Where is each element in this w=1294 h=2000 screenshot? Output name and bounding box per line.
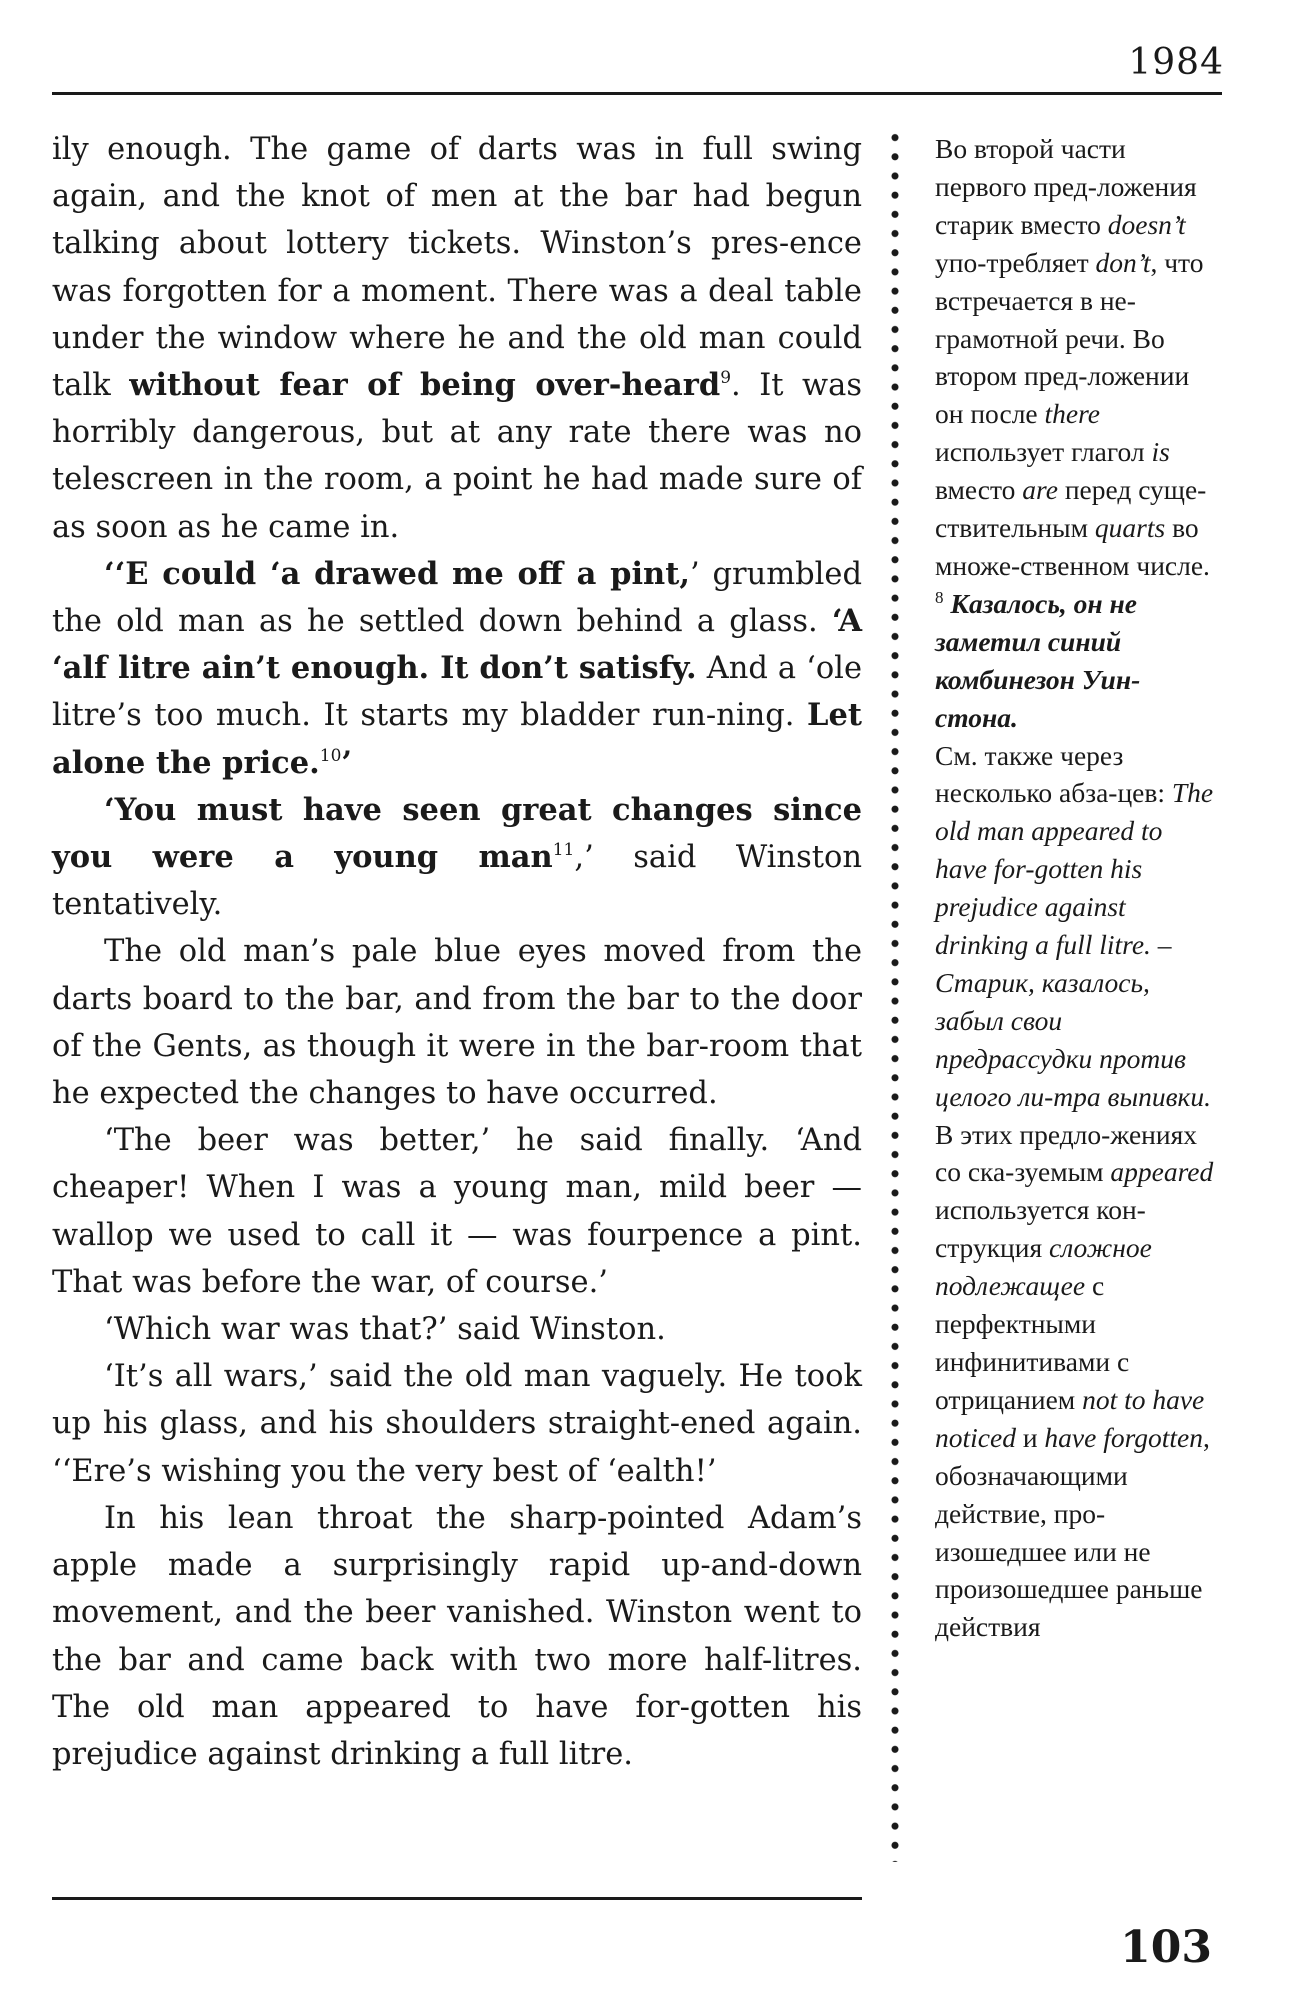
text-run: not to have noticed — [935, 1383, 1205, 1453]
paragraph — [52, 1117, 862, 1306]
text-run: ‘The beer was better,’ he said finally. ‘And cheaper! When I was a young man, mild beer — wallop we used to call it — was fourpence a pint. That was before the war, of course.’ — [52, 1123, 862, 1300]
footnote-marker: 11 — [552, 840, 575, 861]
text-run: In his lean throat the sharp-pointed Adam’s apple made a surprisingly rapid up-and-down movement, and the beer vanished. Winston went to the bar and came back with two more half-litres. The old man appeared to have for-gotten his prejudice against drinking a full litre. — [52, 1500, 862, 1772]
text-run: doesn’t — [1107, 208, 1186, 240]
text-run: The old man appeared to have for-gotten his prejudice against drinking a full litre. – Старик, казалось, забыл свои предрассудки против целого ли-тра выпивки. — [935, 777, 1214, 1112]
text-run: , обозначающими действие, про-изошедшее или не произошедшее раньше действия — [935, 1421, 1210, 1643]
text-run: во множе-ственном числе. — [935, 512, 1210, 581]
text-run: , что встречается в не-грамотной речи. Во втором пред-ложении он после — [935, 246, 1204, 430]
text-run: The old man’s pale blue eyes moved from the darts board to the bar, and from the bar to the door of the Gents, as though it were in the bar-room that he expected the changes to have occurred. — [52, 934, 862, 1112]
text-run: ‘‘E could ‘a drawed me off a pint, — [104, 555, 690, 592]
running-head: 1984 — [1128, 42, 1224, 83]
text-run: don’t — [1095, 246, 1151, 278]
text-run: appeared — [1110, 1156, 1214, 1188]
text-run: ‘Which war was that?’ said Winston. — [104, 1312, 666, 1348]
text-run: And a ‘ole litre’s too much. It starts my bladder run-ning. — [52, 651, 862, 734]
margin-note — [935, 1116, 1220, 1647]
text-run: упо-требляет — [935, 246, 1096, 278]
text-run: Let alone the price. — [52, 697, 862, 781]
text-run: В этих предло-жениях со ска-зуемым — [935, 1118, 1197, 1188]
margin-notes-column — [935, 130, 1220, 1646]
margin-note — [935, 585, 1220, 737]
text-run: сложное подлежащее — [935, 1232, 1152, 1302]
text-run: ’ grumbled the old man as he settled down behind a glass. — [52, 556, 862, 640]
text-run: с перфектными инфинитивами с отрицанием — [935, 1270, 1130, 1415]
text-run: Во второй части первого пред-ложения старик вместо — [935, 133, 1197, 240]
paragraph — [52, 1306, 862, 1353]
text-run: without fear of being over-heard — [129, 367, 721, 404]
text-run: ‘It’s all wars,’ said the old man vaguely. He took up his glass, and his shoulders straight-ened again. ‘‘Ere’s wishing you the very best of ‘ealth!’ — [52, 1359, 862, 1489]
text-run: ,’ said Winston tentatively. — [52, 840, 862, 923]
text-run: перед суще-ствительным — [935, 474, 1207, 544]
text-run: there — [1044, 398, 1100, 430]
paragraph — [52, 787, 862, 929]
paragraph — [52, 1353, 862, 1495]
text-run: have forgotten — [1044, 1421, 1204, 1453]
footnote-marker: 9 — [720, 368, 732, 389]
text-run: и — [1015, 1421, 1045, 1453]
text-run: is — [1151, 436, 1170, 468]
text-run: использует глагол — [935, 436, 1152, 468]
text-run: . It was horribly dangerous, but at any rate there was no telescreen in the room, a point he had made sure of as soon as he came in. — [52, 368, 862, 545]
page-number: 103 — [1120, 1922, 1212, 1973]
text-run: См. также через несколько абза-цев: — [935, 739, 1172, 809]
footnote-marker: 10 — [319, 745, 342, 766]
paragraph — [52, 126, 862, 551]
footnote-marker: 8 — [935, 587, 944, 607]
text-run: are — [1022, 474, 1058, 506]
main-text-column — [52, 126, 862, 1778]
header-rule — [52, 92, 1222, 95]
text-run: ‘You must have seen great changes since you were a young man — [52, 791, 862, 876]
footer-rule — [52, 1897, 862, 1900]
text-run: ily enough. The game of darts was in full swing again, and the knot of men at the bar had begun talking about lottery tickets. Winston’s pres-ence was forgotten for a moment. There was a deal table under the window where he and the old man could talk — [52, 132, 862, 404]
text-run: вместо — [935, 474, 1023, 506]
text-run: ‘A ‘alf litre ain’t enough. It don’t satisfy. — [52, 603, 862, 687]
paragraph — [52, 928, 862, 1117]
text-run: quarts — [1094, 512, 1166, 544]
margin-note — [935, 737, 1220, 1116]
paragraph — [52, 1495, 862, 1778]
text-run: Казалось, он не заметил синий комбинезон Уин-стона. — [935, 587, 1141, 733]
text-run: используется кон-струкция — [935, 1194, 1146, 1264]
paragraph — [52, 551, 862, 787]
dotted-column-divider — [891, 128, 899, 1862]
text-run: ’ — [341, 744, 353, 781]
margin-note — [935, 130, 1220, 585]
